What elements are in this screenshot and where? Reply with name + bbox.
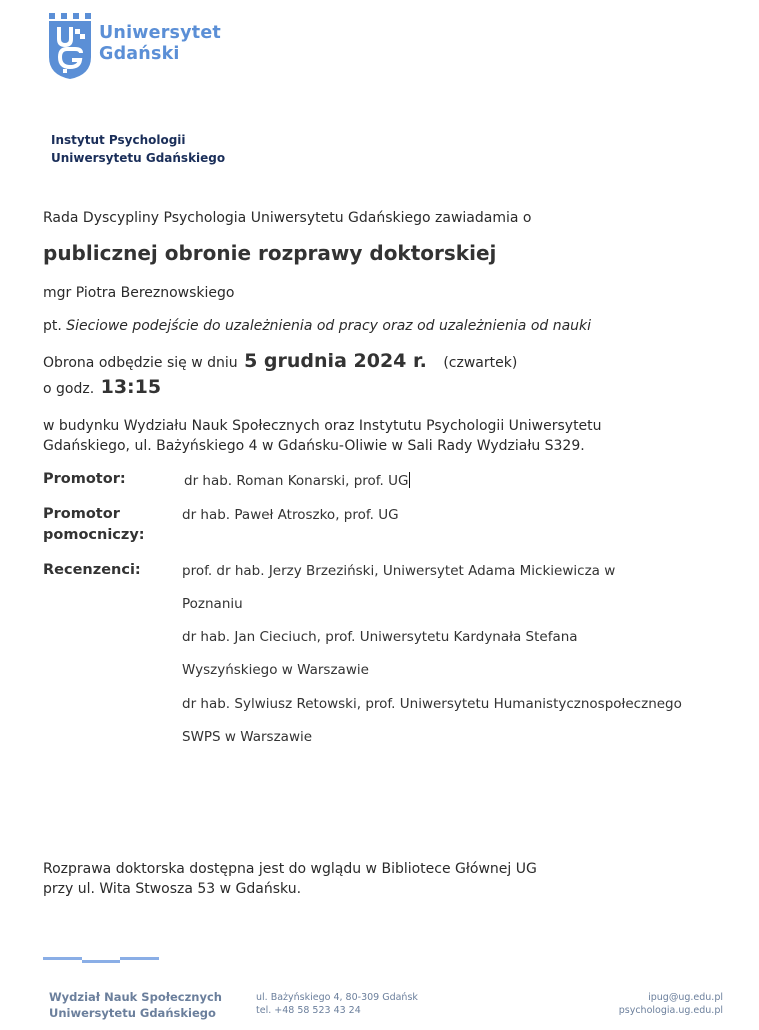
defense-time-label: o godz. <box>43 381 95 397</box>
assistant-promotor-label-line2: pomocniczy: <box>43 527 145 543</box>
reviewer-3-line2: SWPS w Warszawie <box>182 729 313 745</box>
defense-time-line <box>43 376 161 398</box>
venue-line2: Gdańskiego, ul. Bażyńskiego 4 w Gdańsku-Oliwie w Sali Rady Wydziału S329. <box>43 438 585 454</box>
footer-faculty-line2: Uniwersytetu Gdańskiego <box>49 1006 216 1020</box>
promotor-name-text: dr hab. Roman Konarski, prof. UG <box>184 473 409 489</box>
footer-email-link[interactable]: ipug@ug.edu.pl <box>648 992 723 1003</box>
availability-line1: Rozprawa doktorska dostępna jest do wglądu w Bibliotece Głównej UG <box>43 861 537 877</box>
assistant-promotor-name: dr hab. Paweł Atroszko, prof. UG <box>182 507 399 523</box>
footer-divider-segment <box>43 957 82 960</box>
thesis-title-line <box>43 318 591 334</box>
footer-website-link[interactable]: psychologia.ug.edu.pl <box>618 1005 723 1016</box>
thesis-title: Sieciowe podejście do uzależnienia od pracy oraz od uzależnienia od nauki <box>66 318 592 334</box>
venue-line1: w budynku Wydziału Nauk Społecznych oraz Instytutu Psychologii Uniwersytetu <box>43 418 602 434</box>
announcement-heading: publicznej obronie rozprawy doktorskiej <box>43 241 497 265</box>
institute-name-line2: Uniwersytetu Gdańskiego <box>51 151 226 165</box>
availability-line2: przy ul. Wita Stwosza 53 w Gdańsku. <box>43 881 302 897</box>
candidate-name: mgr Piotra Bereznowskiego <box>43 285 235 301</box>
announcement-intro: Rada Dyscypliny Psychologia Uniwersytetu Gdańskiego zawiadamia o <box>43 210 532 226</box>
defense-time: 13:15 <box>100 376 162 398</box>
logo-text-line2: Gdański <box>99 44 180 64</box>
defense-date-line <box>43 350 517 378</box>
defense-weekday: (czwartek) <box>443 355 518 371</box>
thesis-title-prefix: pt. <box>43 318 62 334</box>
defense-date: 5 grudnia 2024 r. <box>244 350 427 372</box>
footer-faculty-line1: Wydział Nauk Społecznych <box>49 990 222 1004</box>
footer-divider-segment <box>82 960 120 963</box>
reviewers-label: Recenzenci: <box>43 562 141 578</box>
promotor-label: Promotor: <box>43 471 126 487</box>
logo-text-line1: Uniwersytet <box>99 23 221 43</box>
footer-phone: tel. +48 58 523 43 24 <box>256 1005 361 1016</box>
reviewer-1-line2: Poznaniu <box>182 596 243 612</box>
reviewer-3-line1: dr hab. Sylwiusz Retowski, prof. Uniwersytetu Humanistycznospołecznego <box>182 696 682 712</box>
reviewer-2-line2: Wyszyńskiego w Warszawie <box>182 662 369 678</box>
assistant-promotor-label-line1: Promotor <box>43 506 120 522</box>
university-shield-logo-icon <box>49 13 91 79</box>
institute-name-line1: Instytut Psychologii <box>51 133 186 147</box>
text-cursor <box>409 472 410 488</box>
promotor-name <box>184 472 410 489</box>
defense-date-label: Obrona odbędzie się w dniu <box>43 355 238 371</box>
reviewer-2-line1: dr hab. Jan Cieciuch, prof. Uniwersytetu Kardynała Stefana <box>182 629 578 645</box>
footer-address: ul. Bażyńskiego 4, 80-309 Gdańsk <box>256 992 418 1003</box>
reviewer-1-line1: prof. dr hab. Jerzy Brzeziński, Uniwersytet Adama Mickiewicza w <box>182 563 616 579</box>
footer-divider-segment <box>120 957 159 960</box>
